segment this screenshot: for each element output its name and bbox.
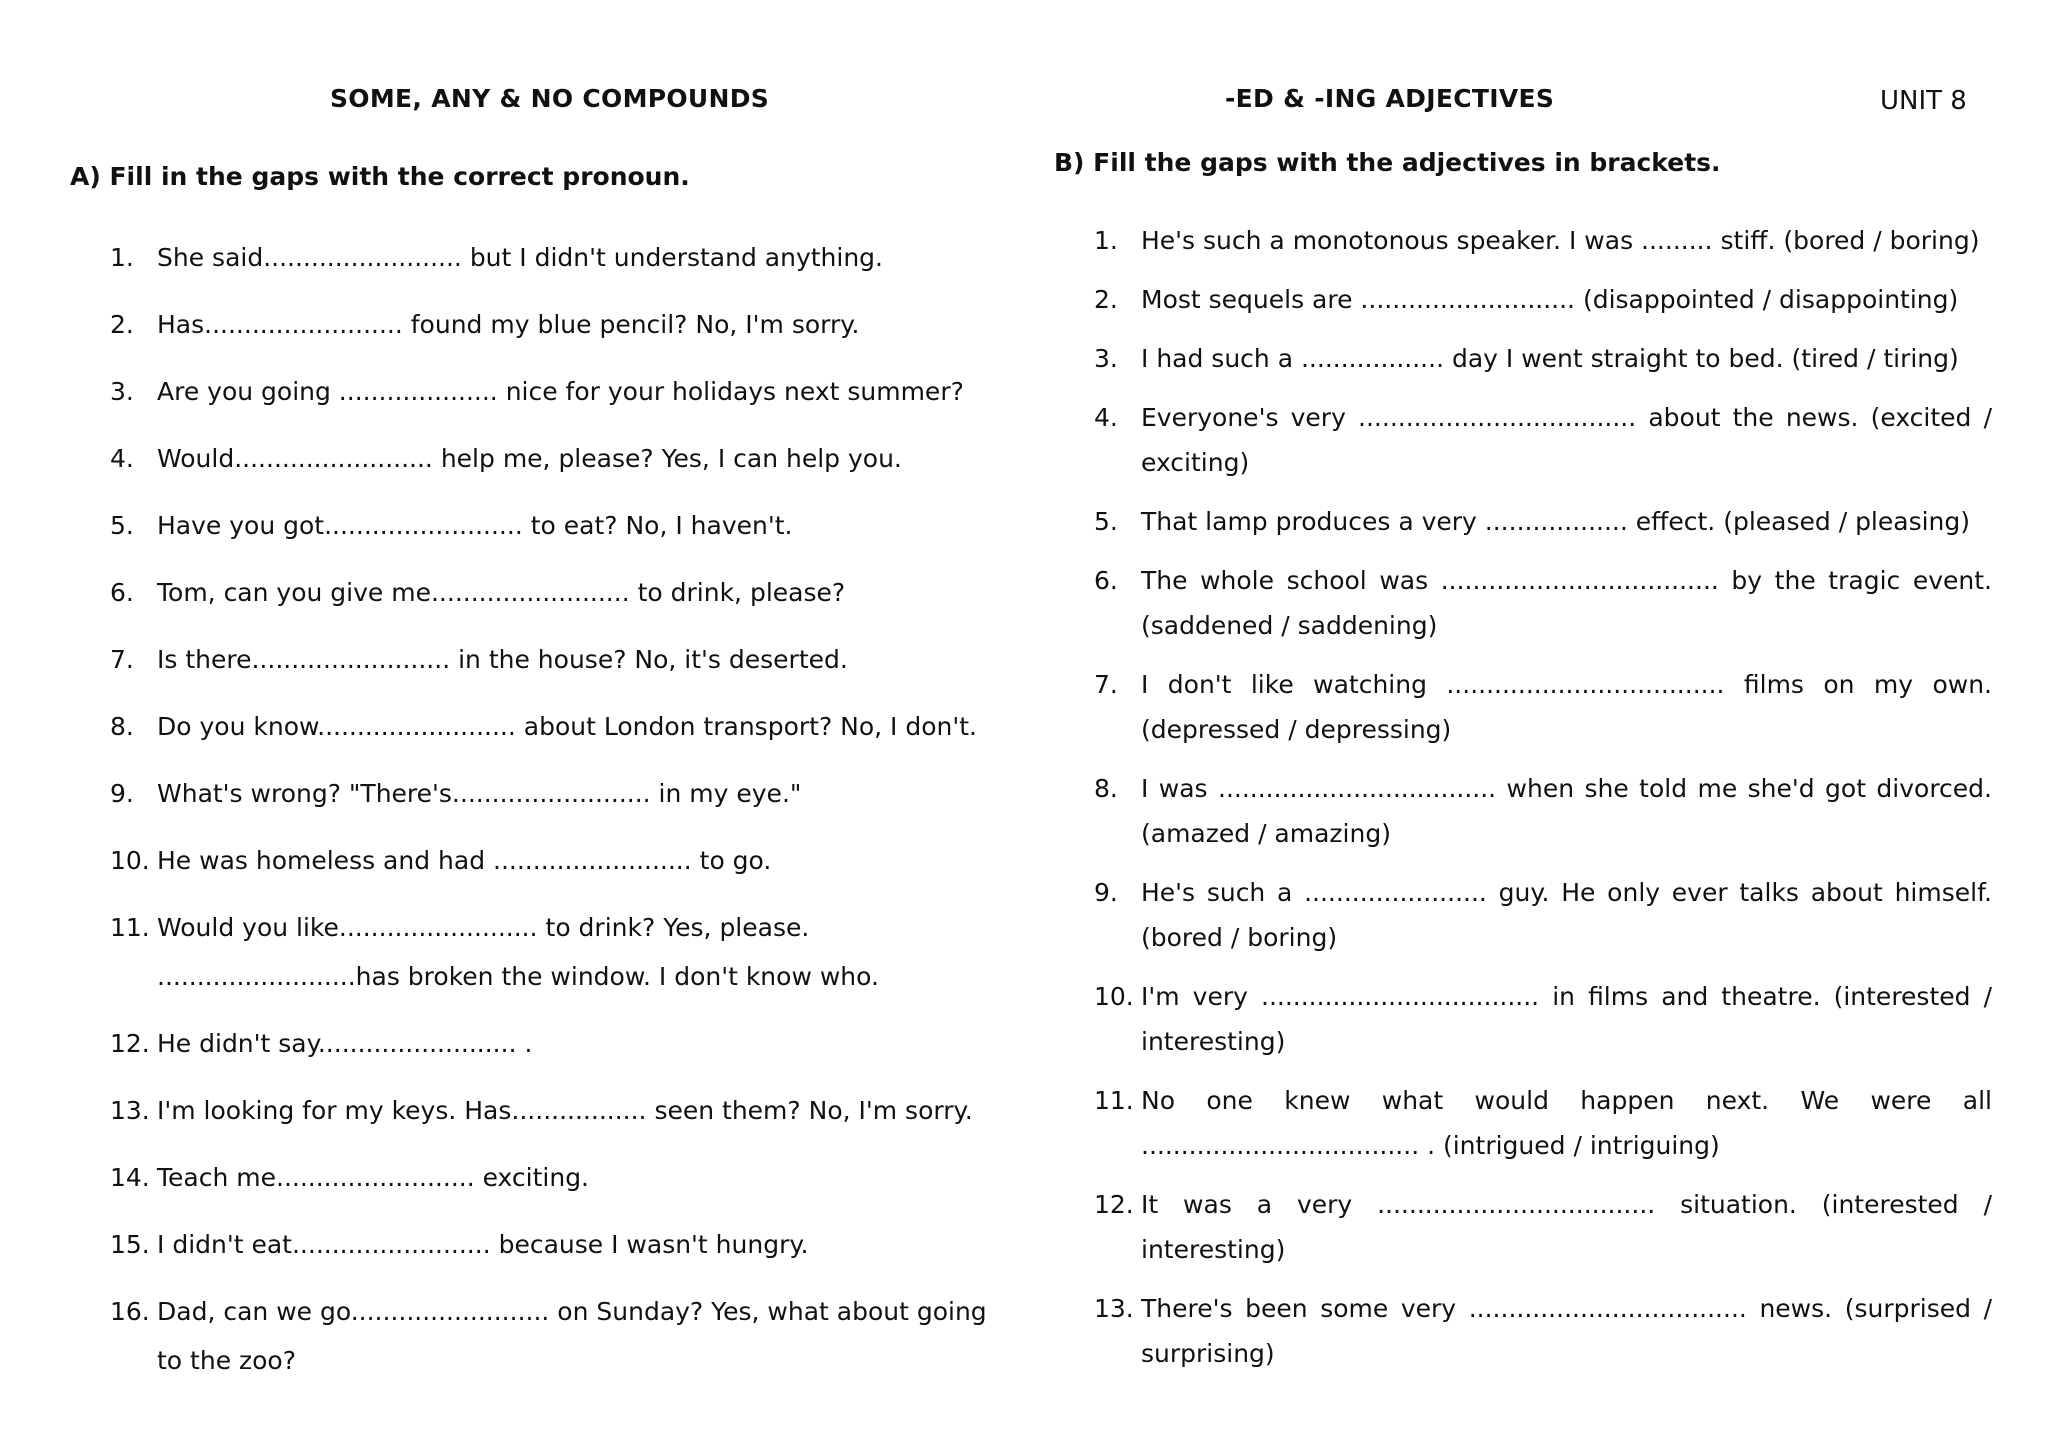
- exercise-item: [1094, 558, 1992, 662]
- exercise-item: [110, 567, 1010, 634]
- exercise-a-list: [110, 232, 1010, 1402]
- item-number: 14.: [110, 1163, 150, 1192]
- item-text: There's been some very ................................... news. (surprised / surprising): [1141, 1294, 1992, 1368]
- exercise-item: [110, 1219, 1010, 1286]
- item-text: Are you going .................... nice for your holidays next summer?: [157, 377, 964, 406]
- item-text: I don't like watching ................................... films on my own. (depressed / depressing): [1141, 670, 1992, 744]
- item-text: What's wrong? "There's......................... in my eye.": [157, 779, 802, 808]
- section-b-title: -ED & -ING ADJECTIVES: [1225, 84, 1555, 113]
- item-number: 7.: [1094, 670, 1118, 699]
- item-number: 3.: [1094, 344, 1118, 373]
- item-text: Everyone's very ................................... about the news. (excited / exciting): [1141, 403, 1992, 477]
- exercise-item: [110, 1018, 1010, 1085]
- item-number: 4.: [110, 444, 134, 473]
- item-number: 1.: [1094, 226, 1118, 255]
- exercise-item: [1094, 974, 1992, 1078]
- item-text: Most sequels are ........................... (disappointed / disappointing): [1141, 285, 1959, 314]
- item-number: 1.: [110, 243, 134, 272]
- item-number: 12.: [110, 1029, 150, 1058]
- item-text: He's such a monotonous speaker. I was ......... stiff. (bored / boring): [1141, 226, 1980, 255]
- exercise-item: [1094, 499, 1992, 558]
- exercise-item: [110, 835, 1010, 902]
- item-text: I was ................................... when she told me she'd got divorced. (amazed / amazing): [1141, 774, 1992, 848]
- item-text: It was a very ................................... situation. (interested / interesting): [1141, 1190, 1992, 1264]
- item-number: 5.: [110, 511, 134, 540]
- exercise-item: [110, 366, 1010, 433]
- section-b-instruction: B) Fill the gaps with the adjectives in brackets.: [1054, 148, 1721, 177]
- item-number: 11.: [1094, 1086, 1134, 1115]
- item-number: 6.: [1094, 566, 1118, 595]
- exercise-item: [1094, 277, 1992, 336]
- item-number: 3.: [110, 377, 134, 406]
- item-text: Dad, can we go......................... on Sunday? Yes, what about going: [157, 1297, 987, 1326]
- exercise-item: [110, 299, 1010, 366]
- item-number: 15.: [110, 1230, 150, 1259]
- item-text: Have you got......................... to eat? No, I haven't.: [157, 511, 793, 540]
- exercise-item: [110, 1085, 1010, 1152]
- exercise-item: [1094, 870, 1992, 974]
- item-number: 2.: [110, 310, 134, 339]
- item-text: No one knew what would happen next. We were all ................................... . (intrigued / intriguing): [1141, 1086, 1992, 1160]
- item-text: Would you like......................... to drink? Yes, please.: [157, 913, 810, 942]
- item-text: Teach me......................... exciting.: [157, 1163, 590, 1192]
- exercise-item: [1094, 218, 1992, 277]
- item-number: 13.: [110, 1096, 150, 1125]
- item-text: Would......................... help me, please? Yes, I can help you.: [157, 444, 902, 473]
- exercise-item: [1094, 662, 1992, 766]
- item-number: 12.: [1094, 1190, 1134, 1219]
- exercise-item: [1094, 1182, 1992, 1286]
- item-text: That lamp produces a very .................. effect. (pleased / pleasing): [1141, 507, 1971, 536]
- item-text: Is there......................... in the house? No, it's deserted.: [157, 645, 848, 674]
- exercise-item: [1094, 1286, 1992, 1390]
- item-text: He was homeless and had ......................... to go.: [157, 846, 772, 875]
- item-number: 8.: [1094, 774, 1118, 803]
- item-number: 4.: [1094, 403, 1118, 432]
- item-text: The whole school was ................................... by the tragic event. (saddened / saddening): [1141, 566, 1992, 640]
- exercise-item: [110, 1286, 1010, 1402]
- item-text-continued: .........................has broken the window. I don't know who.: [157, 962, 879, 991]
- item-number: 10.: [110, 846, 150, 875]
- item-text: I'm looking for my keys. Has................. seen them? No, I'm sorry.: [157, 1096, 973, 1125]
- unit-label: UNIT 8: [1880, 86, 1967, 116]
- item-number: 9.: [1094, 878, 1118, 907]
- item-text-continued: to the zoo?: [157, 1346, 297, 1375]
- exercise-item: [1094, 766, 1992, 870]
- exercise-b-list: [1094, 218, 1994, 1390]
- item-number: 9.: [110, 779, 134, 808]
- item-text: Do you know......................... about London transport? No, I don't.: [157, 712, 977, 741]
- exercise-item: [110, 634, 1010, 701]
- item-number: 10.: [1094, 982, 1134, 1011]
- exercise-item: [110, 433, 1010, 500]
- item-text: Tom, can you give me......................... to drink, please?: [157, 578, 846, 607]
- item-text: I didn't eat......................... because I wasn't hungry.: [157, 1230, 809, 1259]
- exercise-item: [110, 232, 1010, 299]
- item-number: 16.: [110, 1297, 150, 1326]
- item-number: 7.: [110, 645, 134, 674]
- item-number: 13.: [1094, 1294, 1134, 1323]
- item-text: She said......................... but I didn't understand anything.: [157, 243, 883, 272]
- item-number: 11.: [110, 913, 150, 942]
- section-a-title: SOME, ANY & NO COMPOUNDS: [330, 84, 770, 113]
- item-text: He's such a ....................... guy. He only ever talks about himself. (bored / boring): [1141, 878, 1992, 952]
- item-number: 5.: [1094, 507, 1118, 536]
- exercise-item: [110, 701, 1010, 768]
- exercise-item: [1094, 1078, 1992, 1182]
- item-text: Has......................... found my blue pencil? No, I'm sorry.: [157, 310, 860, 339]
- exercise-item: [1094, 395, 1992, 499]
- exercise-item: [1094, 336, 1992, 395]
- item-number: 2.: [1094, 285, 1118, 314]
- item-text: I'm very ................................... in films and theatre. (interested / interesting): [1141, 982, 1992, 1056]
- exercise-item: [110, 902, 1010, 1018]
- item-number: 8.: [110, 712, 134, 741]
- section-a-instruction: A) Fill in the gaps with the correct pronoun.: [70, 162, 690, 191]
- exercise-item: [110, 768, 1010, 835]
- item-number: 6.: [110, 578, 134, 607]
- item-text: He didn't say......................... .: [157, 1029, 533, 1058]
- item-text: I had such a .................. day I went straight to bed. (tired / tiring): [1141, 344, 1959, 373]
- exercise-item: [110, 1152, 1010, 1219]
- exercise-item: [110, 500, 1010, 567]
